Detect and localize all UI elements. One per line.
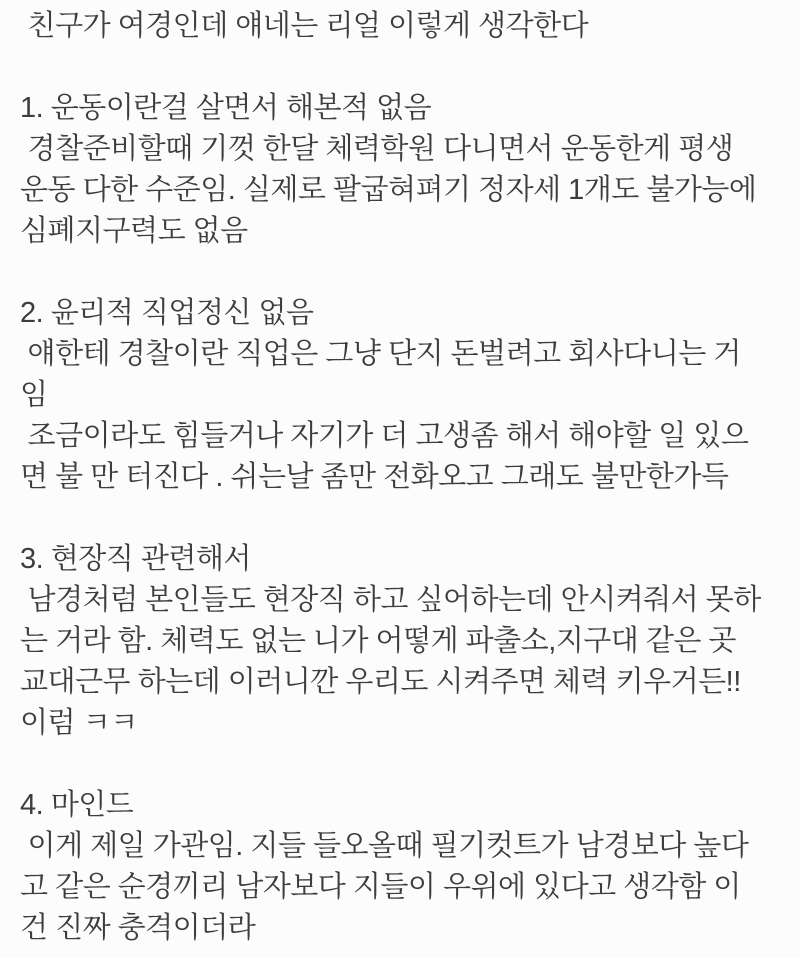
text-line: 는 거라 함. 체력도 없는 니가 어떻게 파출소,지구대 같은 곳 [20,625,736,657]
text-line: 남경처럼 본인들도 현장직 하고 싶어하는데 안시켜줘서 못하 [20,584,761,616]
section-3-heading: 3. 현장직 관련해서 [20,543,251,575]
section-4-heading: 4. 마인드 [20,789,134,821]
text-line: 운동 다한 수준임. 실제로 팔굽혀펴기 정자세 1개도 불가능에 [20,174,757,206]
text-line: 이럼 ㅋㅋ [20,707,138,739]
text-line: 얘한테 경찰이란 직업은 그냥 단지 돈벌려고 회사다니는 거 [20,338,741,370]
section-1-heading: 1. 운동이란걸 살면서 해본적 없음 [20,92,432,124]
post-title: 친구가 여경인데 얘네는 리얼 이렇게 생각한다 [20,10,589,42]
text-line: 교대근무 하는데 이러니깐 우리도 시켜주면 체력 키우거든!! [20,666,741,698]
text-line: 조금이라도 힘들거나 자기가 더 고생좀 해서 해야할 일 있으 [20,420,749,452]
blank-line [20,252,798,293]
text-line: 고 같은 순경끼리 남자보다 지들이 우위에 있다고 생각함 이 [20,871,741,903]
blank-line [20,498,798,539]
text-line: 경찰준비할때 기껏 한달 체력학원 다니면서 운동한게 평생 [20,133,734,165]
blank-line [20,47,798,88]
text-line: 이게 제일 가관임. 지들 들오올때 필기컷트가 남경보다 높다 [20,830,749,862]
section-2-heading: 2. 윤리적 직업정신 없음 [20,297,314,329]
text-line: 면 불 만 터진다 . 쉬는날 좀만 전화오고 그래도 불만한가득 [20,461,729,493]
text-line: 심폐지구력도 없음 [20,215,248,247]
blank-line [20,744,798,785]
text-line: 건 진짜 충격이더라 [20,912,256,944]
text-line: 임 [20,379,48,411]
